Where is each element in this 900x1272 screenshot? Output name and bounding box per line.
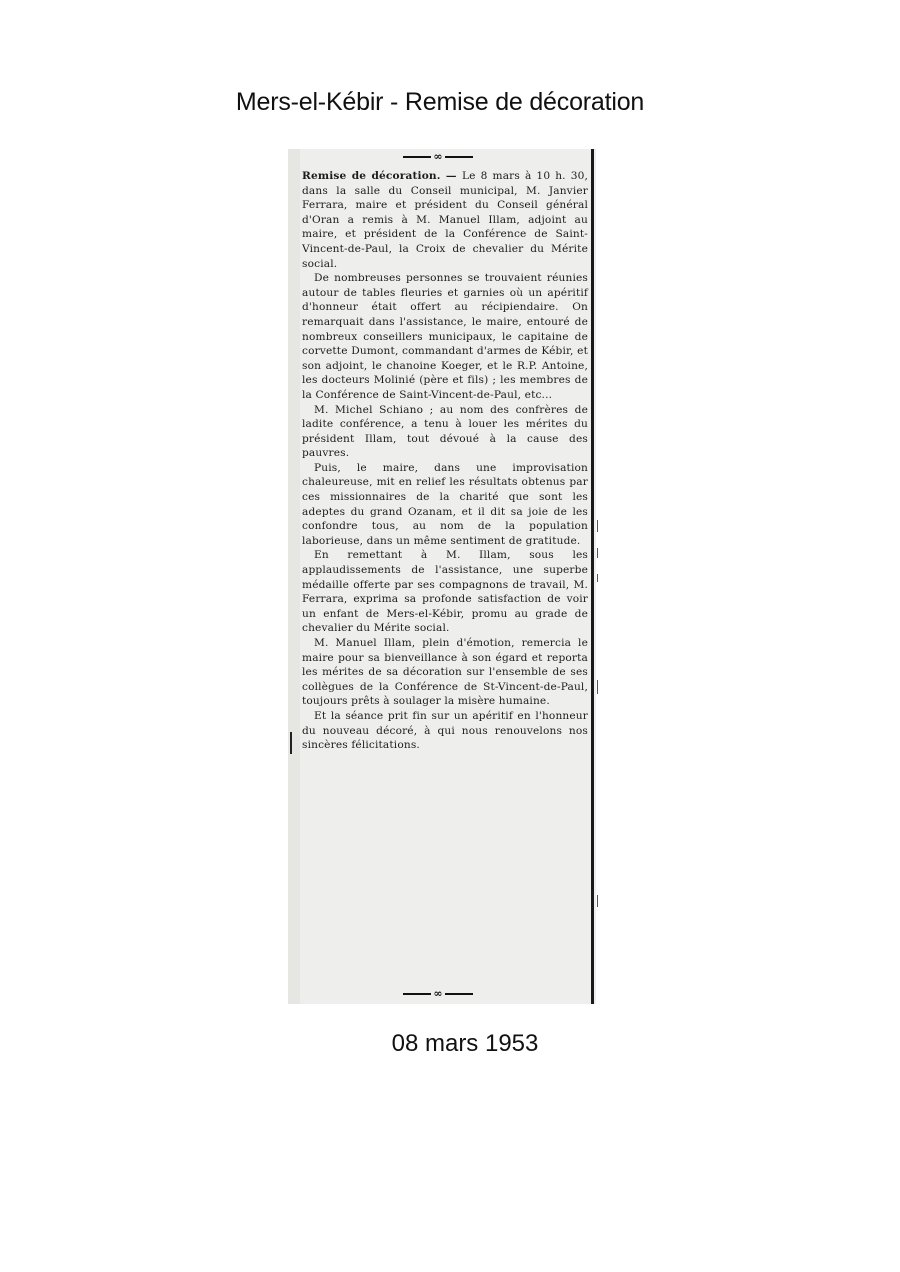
article-paragraph-4: Puis, le maire, dans une improvisation chaleureuse, mit en relief les résultats obtenus par ces missionnaires de la charité que sont les adeptes du grand Ozanam, et il dit sa joie de les confondre tous, au nom de la population laborieuse, dans un même sentiment de gratitude.: [302, 461, 588, 547]
article-paragraph-3: M. Michel Schiano ; au nom des confrères de ladite conférence, a tenu à louer les mérites du président Illam, tout dévoué à la cause des pauvres.: [302, 403, 588, 460]
ornament-knot-icon: ∞: [433, 150, 443, 163]
article-headline: Remise de décoration. —: [302, 170, 462, 182]
page-title-text: Mers-el-Kébir - Remise de décoration: [235, 88, 645, 116]
ornament-rule-left: [403, 156, 431, 158]
ornament-rule-right: [445, 993, 473, 995]
margin-mark: [597, 680, 598, 694]
article-paragraph-2: De nombreuses personnes se trouvaient réunies autour de tables fleuries et garnies où un apéritif d'honneur était offert au récipiendaire. On remarquait dans l'assistance, le maire, entouré de nombreux conseillers municipaux, le capitaine de corvette Dumont, commandant d'armes de Kébir, et son adjoint, le chanoine Koeger, et le R.P. Antoine, les docteurs Molinié (père et fils) ; les membres de la Conférence de Saint-Vincent-de-Paul, etc...: [302, 272, 588, 401]
article-paragraph-6: M. Manuel Illam, plein d'émotion, remercia le maire pour sa bienveillance à son égard et reporta les mérites de sa décoration sur l'ensemble de ses collègues de la Conférence de St-Vincent-de-Paul, toujours prêts à soulager la misère humaine.: [302, 637, 588, 708]
bottom-ornament: [288, 988, 588, 1000]
article-paragraph-7: Et la séance prit fin sur un apéritif en l'honneur du nouveau décoré, à qui nous renouvelons nos sincères félicitations.: [302, 709, 588, 752]
top-ornament: [288, 151, 588, 163]
article-paragraph-1: [302, 169, 588, 271]
clipping-left-edge: [288, 149, 300, 1004]
ornament-knot-icon: ∞: [433, 987, 443, 1000]
margin-mark: [597, 520, 598, 532]
article-paragraph-5: En remettant à M. Illam, sous les applaudissements de l'assistance, une superbe médaille offerte par ses compagnons de travail, M. Ferrara, exprima sa profonde satisfaction de voir un enfant de Mers-el-Kébir, promu au grade de chevalier du Mérite social.: [302, 549, 588, 635]
ornament-rule-right: [445, 156, 473, 158]
article-body: [302, 169, 588, 753]
margin-mark: [597, 895, 598, 907]
column-rule: [591, 149, 594, 1004]
ornament-rule-left: [403, 993, 431, 995]
margin-mark: [290, 732, 292, 754]
margin-mark: [597, 548, 598, 558]
page-title: [0, 88, 900, 117]
publication-date: 08 mars 1953: [391, 1030, 539, 1057]
margin-mark: [597, 574, 598, 582]
newspaper-clipping: [288, 149, 596, 1004]
article-paragraph-1-text: Le 8 mars à 10 h. 30, dans la salle du Conseil municipal, M. Janvier Ferrara, maire et président du Conseil général d'Oran a remis à M. Manuel Illam, adjoint au maire, et président de la Conférence de Saint-Vincent-de-Paul, la Croix de chevalier du Mérite social.: [302, 170, 588, 270]
